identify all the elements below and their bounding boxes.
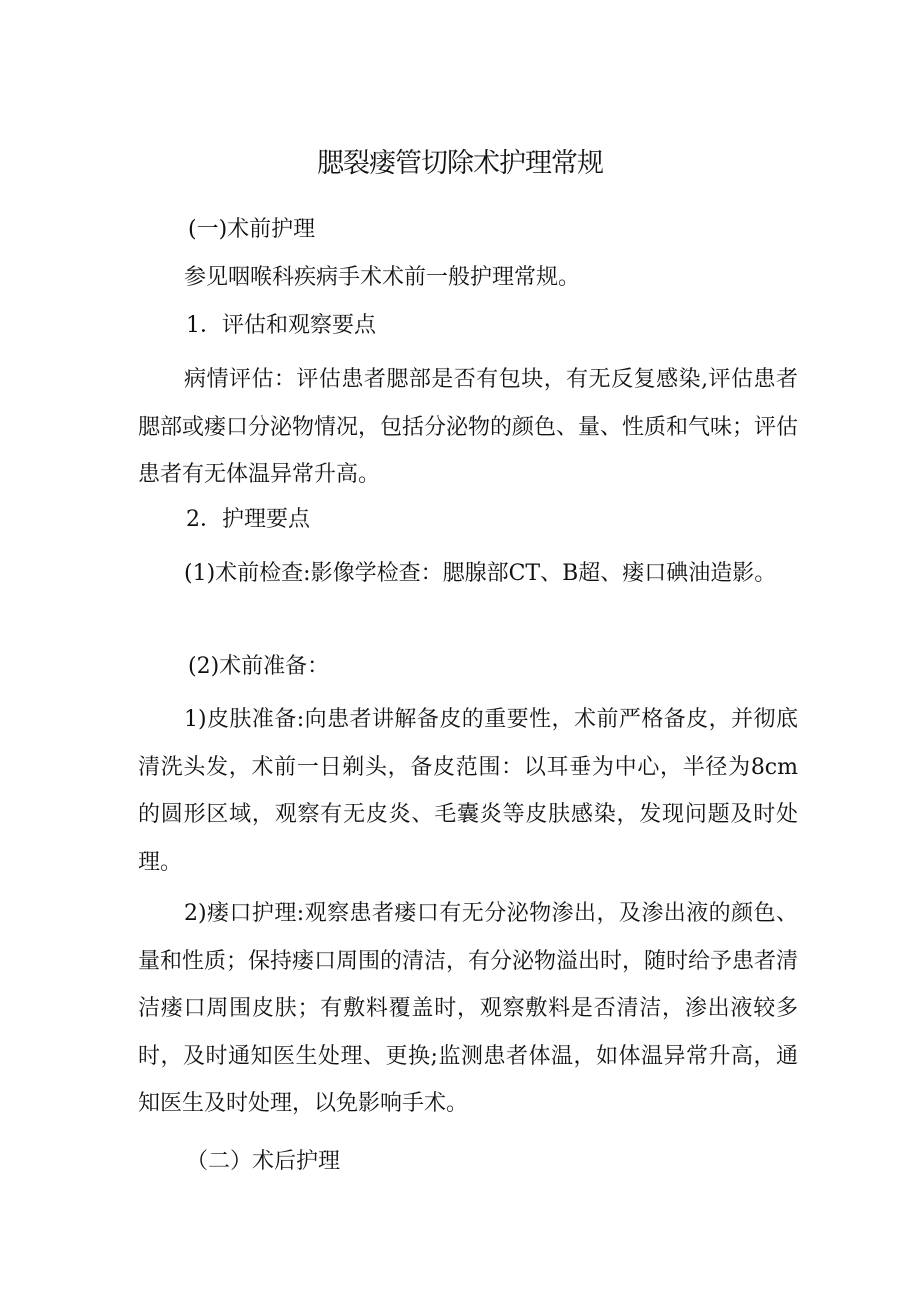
section-heading-postoperative: （二）术后护理 bbox=[186, 1149, 341, 1174]
document-title: 腮裂瘘管切除术护理常规 bbox=[317, 148, 603, 179]
paragraph-skin-preparation: 1)皮肤准备:向患者讲解备皮的重要性，术前严格备皮，并彻底清洗头发，术前一日剃头，备皮范围：以耳垂为中心，半径为8cm的圆形区域，观察有无皮炎、毛囊炎等皮肤感染，发现问题及时处理。 bbox=[138, 707, 798, 875]
subheading-preoperative-preparation: (2)术前准备： bbox=[188, 654, 330, 679]
paragraph-preoperative-exam: (1)术前检查:影像学检查：腮腺部CT、B超、瘘口碘油造影。 bbox=[184, 561, 777, 586]
paragraph-fistula-care: 2)瘘口护理:观察患者瘘口有无分泌物渗出，及渗出液的颜色、量和性质；保持瘘口周围的清洁，有分泌物溢出时，随时给予患者清洁瘘口周围皮肤；有敷料覆盖时，观察敷料是否清洁，渗出液较多时，及时通知医生处理、更换;监测患者体温，如体温异常升高，通知医生及时处理，以免影响手术。 bbox=[138, 901, 799, 1116]
item-heading-nursing-points: 2．护理要点 bbox=[186, 507, 310, 532]
intro-paragraph: 参见咽喉科疾病手术术前一般护理常规。 bbox=[184, 265, 581, 290]
item-heading-assessment: 1．评估和观察要点 bbox=[186, 313, 376, 338]
section-heading-preoperative: (一)术前护理 bbox=[188, 217, 316, 242]
paragraph-condition-assessment: 病情评估：评估患者腮部是否有包块，有无反复感染,评估患者腮部或瘘口分泌物情况，包括分泌物的颜色、量、性质和气味；评估患者有无体温异常升高。 bbox=[138, 367, 799, 487]
